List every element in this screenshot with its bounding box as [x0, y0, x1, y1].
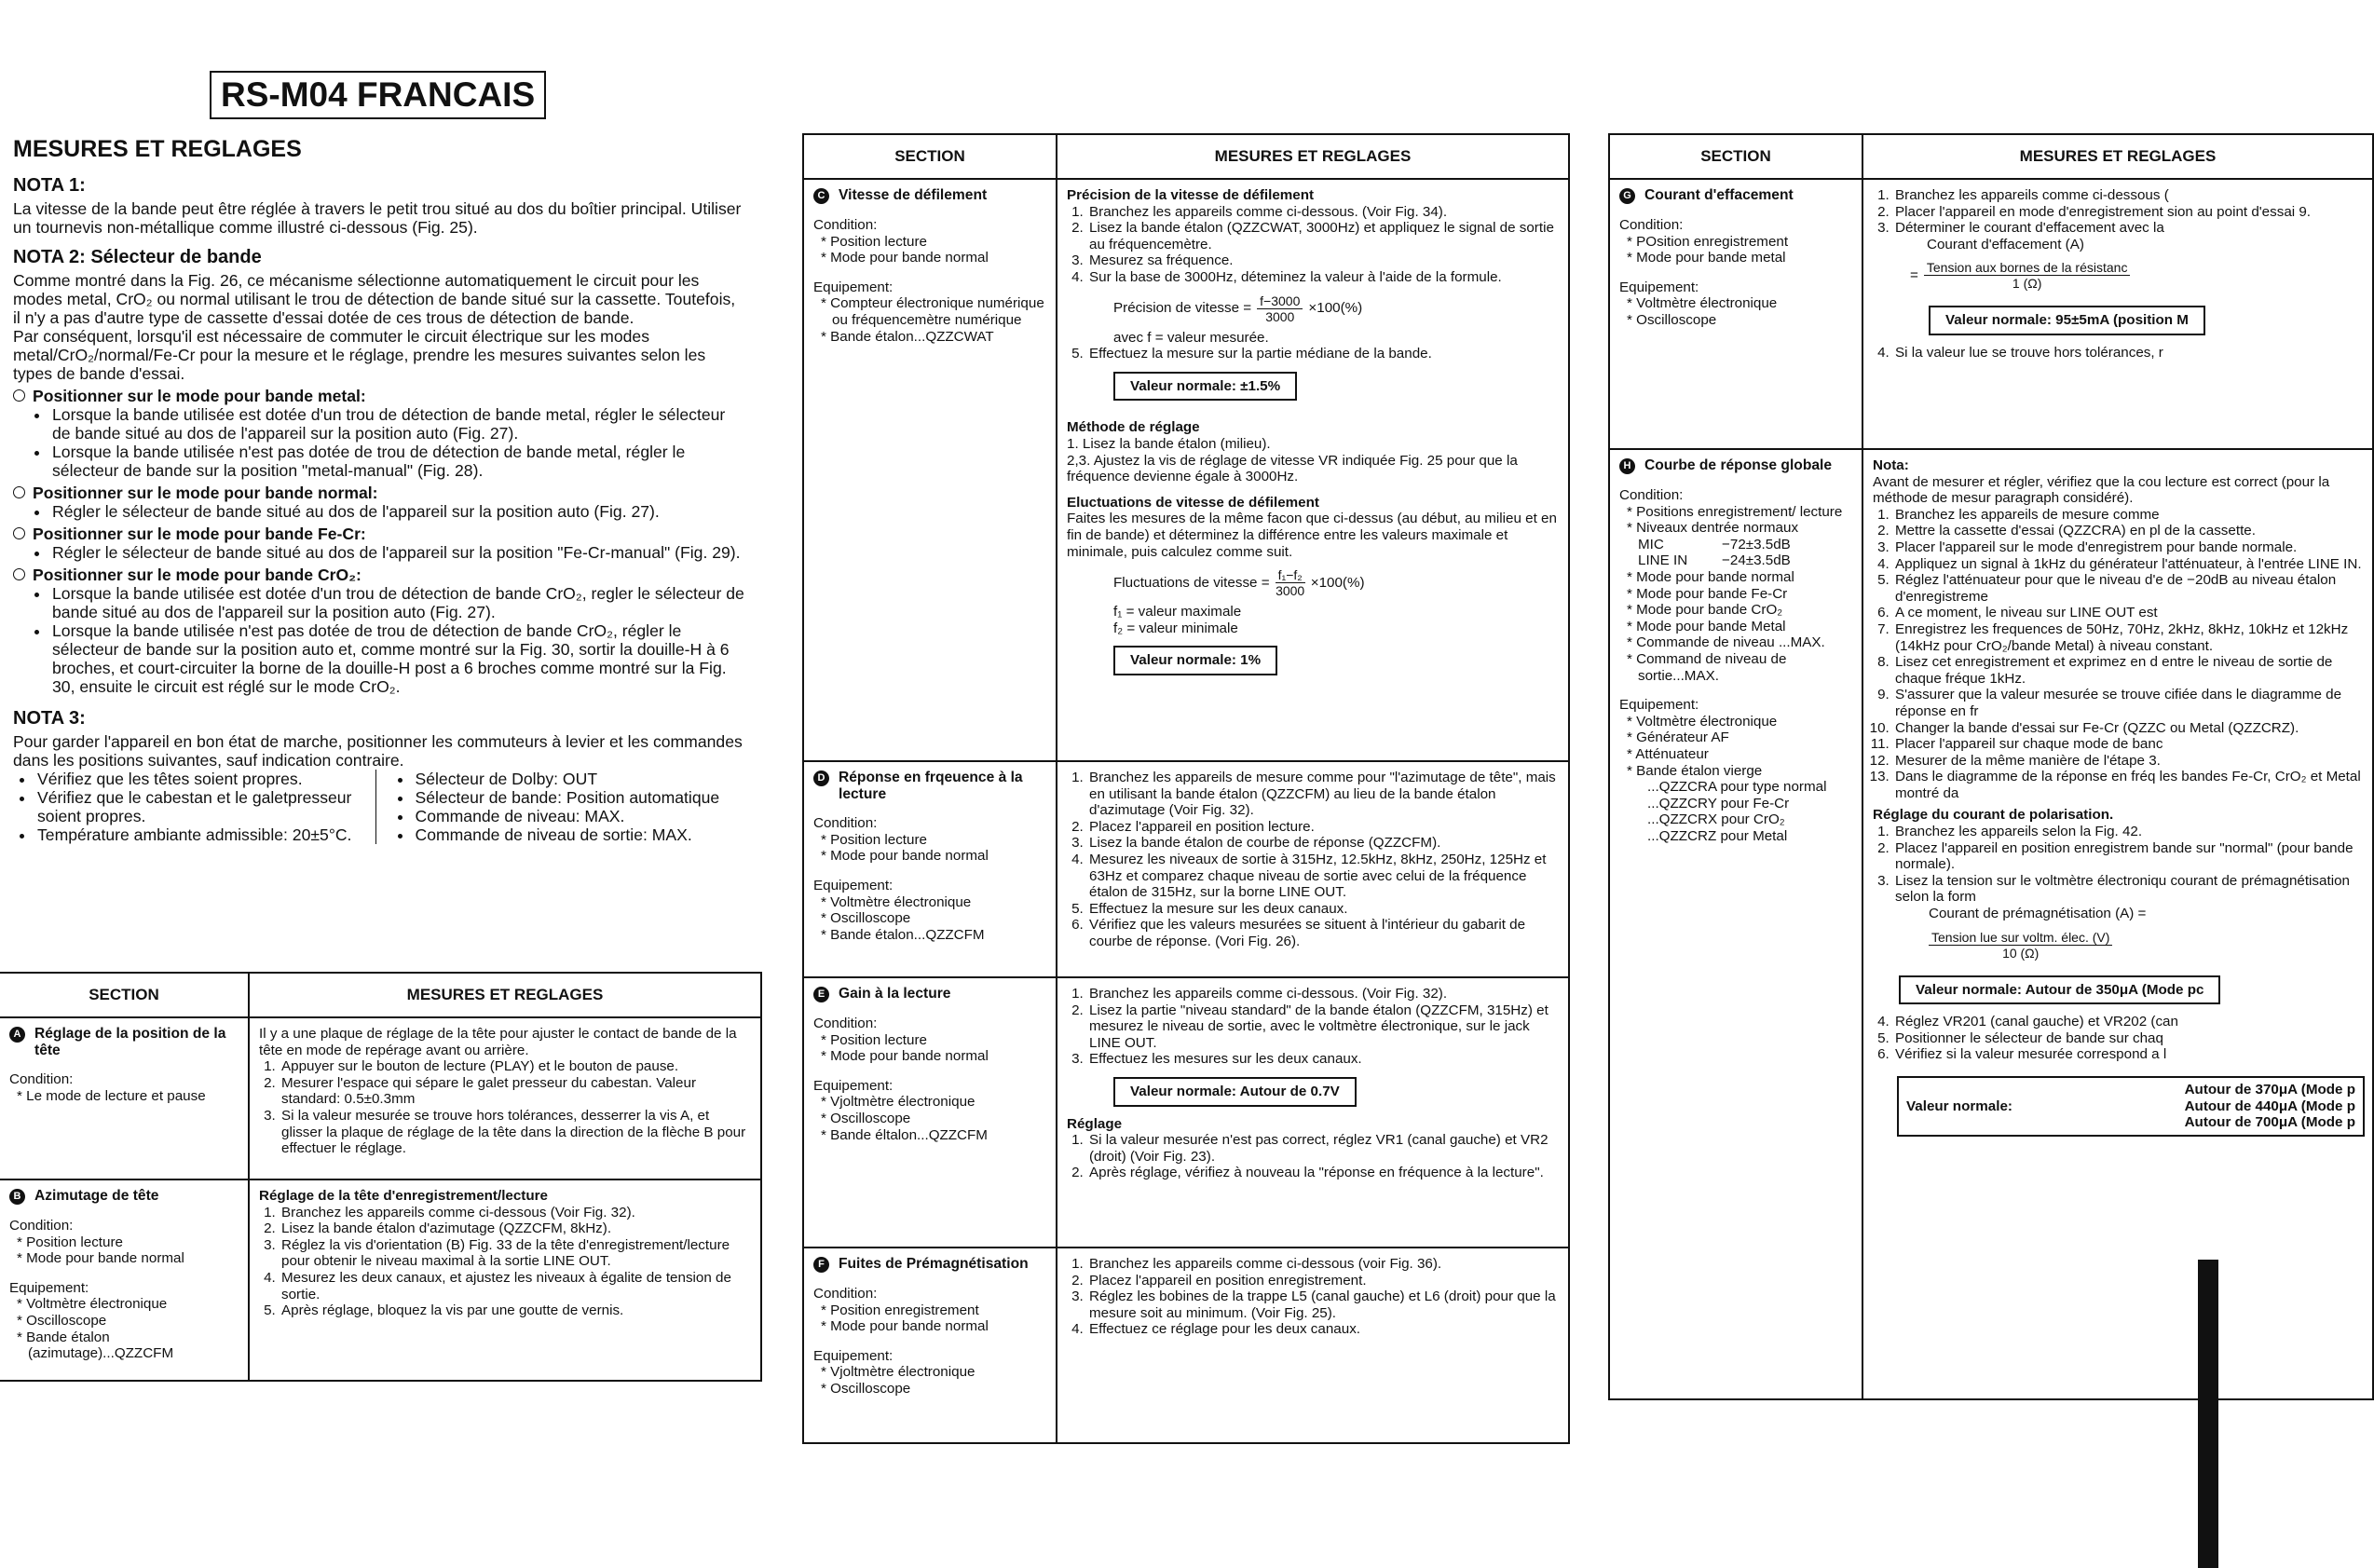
equipment-label: Equipement: — [1619, 697, 1699, 714]
list-item: * Mode pour bande normal — [15, 1250, 240, 1267]
list-item: * Niveaux dentrée normaux — [1625, 520, 1854, 537]
list-item: Autour de 370μA (Mode p — [2184, 1082, 2355, 1098]
equipment-label: Equipement: — [1619, 279, 1699, 295]
nota2-paragraph: Comme montré dans la Fig. 26, ce mécanisme sélectionne automatiquement le circuit pour les modes metal, CrO₂ ou normal utilisant le trou de détection de bande situé sur la cassette. Toutefois, il n'y a pas d'autre type de cassette d'essai dotée de ces trous de détection de bande. — [13, 271, 736, 327]
list-item: 5. Effectuez la mesure sur la partie médiane de la bande. — [1087, 346, 1561, 362]
list-item: 1. Branchez les appareils de mesure comme — [1893, 507, 2365, 524]
section-title: F Fuites de Prémagnétisation — [813, 1256, 1048, 1273]
list-item: 3. Déterminer le courant d'effacement avec la — [1893, 220, 2365, 237]
condition-label: Condition: — [813, 217, 878, 233]
list-item: * Mode pour bande normal — [819, 250, 1048, 266]
list-item: • Commande de niveau: MAX. — [414, 807, 746, 825]
list-item: • Régler le sélecteur de bande situé au dos de l'appareil sur la position auto (Fig. 27). — [50, 502, 745, 521]
section-title: C Vitesse de défilement — [813, 187, 1048, 204]
list-item: 4. Mesurez les niveaux de sortie à 315Hz, 12.5kHz, 8kHz, 250Hz, 125Hz et 63Hz et comparez chaque niveau de sortie avec celui de la fréquence étalon de 315Hz, sur la borne LINE OUT. — [1087, 852, 1561, 901]
list-item: 1. Branchez les appareils comme ci-dessous (Voir Fig. 32). — [280, 1205, 753, 1221]
list-item: 2. Lisez la bande étalon (QZZCWAT, 3000Hz) et appliquez le signal de sortie au fréquencemètre. — [1087, 220, 1561, 252]
list-item: * Voltmètre électronique — [1625, 295, 1854, 312]
normal-value-box: Valeur normale: 95±5mA (position M — [1929, 306, 2205, 335]
list-item: * Position lecture — [819, 234, 1048, 251]
list-item: * Bande étalon...QZZCWAT — [819, 329, 1048, 346]
equipment-label: Equipement: — [813, 279, 894, 295]
step-list — [1067, 1256, 1561, 1338]
letter-b-icon: B — [9, 1189, 25, 1205]
list-item: Autour de 700μA (Mode p — [2184, 1114, 2355, 1131]
procedure-title: Réglage — [1067, 1115, 1123, 1132]
list-item: 4. Appliquez un signal à 1kHz du générateur l'atténuateur, à l'entrée LINE IN. — [1893, 556, 2365, 573]
table-row — [1609, 449, 2373, 1399]
page-edge-bar — [2198, 1260, 2218, 1568]
table-row — [0, 1179, 761, 1381]
normal-value-box: Valeur normale: 1% — [1113, 646, 1277, 675]
list-item: • Vérifiez que le cabestan et le galetpresseur soient propres. — [35, 788, 368, 825]
list-item: * Command de niveau de sortie...MAX. — [1625, 651, 1854, 684]
table-row — [803, 179, 1569, 761]
step-list — [1067, 986, 1561, 1068]
list-item: * Positions enregistrement/ lecture — [1625, 504, 1854, 521]
list-item: 5. Après réglage, bloquez la vis par une goutte de vernis. — [280, 1302, 753, 1319]
procedure-intro: Il y a une plaque de réglage de la tête pour ajuster le contact de bande de la tête en mode de repérage avant ou arrière. — [259, 1026, 737, 1058]
position-list — [13, 543, 745, 562]
procedure-cell — [1057, 179, 1569, 761]
section-cell — [1609, 449, 1862, 1399]
table-header: SECTION — [1609, 134, 1862, 179]
circle-bullet-icon — [13, 568, 25, 580]
measurement-table — [0, 972, 762, 1382]
equipment-list — [813, 894, 1048, 944]
list-item: 7. Enregistrez les frequences de 50Hz, 70Hz, 2kHz, 8kHz, 10kHz et 12kHz (14kHz pour CrO₂/bande Metal) à niveau constant. — [1893, 621, 2365, 654]
condition-label: Condition: — [1619, 487, 1684, 503]
right-table-viewport — [1608, 133, 2362, 1391]
section-title: H Courbe de réponse globale — [1619, 457, 1854, 474]
list-item: 3. Placer l'appareil sur le mode d'enregistrem pour bande normale. — [1893, 539, 2365, 556]
list-item: * Position lecture — [819, 832, 1048, 849]
circle-bullet-icon — [13, 389, 25, 402]
procedure-cell — [1862, 179, 2373, 449]
list-item: ...QZZCRX pour CrO₂ — [1647, 811, 1785, 828]
table-header: SECTION — [803, 134, 1057, 179]
section-title: E Gain à la lecture — [813, 986, 1048, 1002]
step-list — [1067, 346, 1561, 362]
procedure-cell — [1057, 977, 1569, 1248]
list-item: 6. A ce moment, le niveau sur LINE OUT est — [1893, 605, 2365, 621]
list-item: * Mode pour bande CrO₂ — [1625, 602, 1854, 619]
list-item: * Oscilloscope — [819, 910, 1048, 927]
procedure-text: Faites les mesures de la même facon que ci-dessus (au début, au milieu et en fin de bande) et déterminez la différence entre les valeurs maximale et minimale, puis calculez comme suit. — [1067, 511, 1557, 560]
list-item: * Commande de niveau ...MAX. — [1625, 634, 1854, 651]
list-item: * Mode pour bande normal — [819, 1318, 1048, 1335]
condition-list — [813, 832, 1048, 865]
measurement-table — [802, 133, 1570, 1444]
letter-h-icon: H — [1619, 458, 1635, 474]
list-item: 2. Placez l'appareil en position lecture. — [1087, 819, 1561, 836]
normal-value-box: Valeur normale: ±1.5% — [1113, 372, 1297, 402]
list-item: 2. Mesurer l'espace qui sépare le galet presseur du cabestan. Valeur standard: 0.5±0.3mm — [280, 1075, 753, 1108]
list-item: ...QZZCRY pour Fe-Cr — [1647, 795, 1790, 811]
list-item: 3. Lisez la tension sur le voltmètre électroniqu courant de prémagnétisation selon la form — [1893, 873, 2365, 906]
letter-f-icon: F — [813, 1257, 829, 1273]
table-header: MESURES ET REGLAGES — [1862, 134, 2373, 179]
list-item: 2. Placez l'appareil en position enregistrement. — [1087, 1273, 1561, 1289]
list-item: * Voltmètre électronique — [1625, 714, 1854, 730]
equipment-label: Equipement: — [813, 1077, 894, 1094]
list-item: Autour de 440μA (Mode p — [2184, 1098, 2355, 1114]
list-item: * Position lecture — [819, 1032, 1048, 1049]
formula-label: Courant de prémagnétisation (A) = — [1929, 906, 2147, 922]
nota3-title: NOTA 3: — [13, 708, 86, 729]
letter-g-icon: G — [1619, 188, 1635, 204]
list-item: 11. Placer l'appareil sur chaque mode de banc — [1893, 736, 2365, 753]
list-item: • Lorsque la bande utilisée est dotée d'un trou de détection de bande CrO₂, regler le sélecteur de bande situé au dos de l'appareil sur la position auto (Fig. 27). — [50, 584, 745, 621]
list-item: * Compteur électronique numérique ou fréquencemètre numérique — [819, 295, 1048, 328]
list-item: * Oscilloscope — [819, 1381, 1048, 1398]
nota3-columns — [13, 770, 745, 844]
list-item: * Mode pour bande normal — [819, 1048, 1048, 1065]
list-item: • Vérifiez que les têtes soient propres. — [35, 770, 368, 788]
list-item: * Mode pour bande normal — [1625, 569, 1854, 586]
list-item: * Oscilloscope — [819, 1111, 1048, 1127]
list-item: 1. Branchez les appareils comme ci-dessous (voir Fig. 36). — [1087, 1256, 1561, 1273]
list-item: 4. Effectuez ce réglage pour les deux canaux. — [1087, 1321, 1561, 1338]
list-item: 8. Lisez cet enregistrement et exprimez en d entre le niveau de sortie de chaque fréque 1kHz. — [1893, 654, 2365, 687]
list-item: 2. Lisez la bande étalon d'azimutage (QZZCFM, 8kHz). — [280, 1220, 753, 1237]
list-item: 3. Mesurez sa fréquence. — [1087, 252, 1561, 269]
list-item: * Générateur AF — [1625, 729, 1854, 746]
list-item: * Voltmètre électronique — [819, 894, 1048, 911]
equipment-list — [1619, 714, 1854, 779]
formula-label: Courant d'effacement (A) — [1927, 236, 2084, 252]
list-item: 2. Après réglage, vérifiez à nouveau la "réponse en fréquence à la lecture". — [1087, 1165, 1561, 1181]
step-list — [1067, 204, 1561, 286]
list-item: * Le mode de lecture et pause — [15, 1088, 240, 1105]
table-row — [803, 977, 1569, 1248]
table-row — [0, 1017, 761, 1179]
section-title: B Azimutage de tête — [9, 1188, 240, 1205]
list-item: 1. Branchez les appareils de mesure comme pour "l'azimutage de tête", mais en utilisant la bande étalon (QZZCFM) au lieu de la bande étalon d'azimutage (Voir Fig. 32). — [1087, 770, 1561, 819]
letter-d-icon: D — [813, 770, 829, 786]
section-title: A Réglage de la position de la tête — [9, 1026, 240, 1058]
nota3-list — [376, 770, 746, 844]
table-header: SECTION — [0, 973, 249, 1017]
formula-note: f₂ = valeur minimale — [1113, 620, 1238, 636]
list-item: 1. Branchez les appareils comme ci-dessous. (Voir Fig. 32). — [1087, 986, 1561, 1002]
note-text: Avant de mesurer et régler, vérifiez que la cou lecture est correct (pour la méthode de mesur paragraph considéré). — [1873, 473, 2330, 507]
procedure-cell — [249, 1017, 761, 1179]
table-row — [1609, 179, 2373, 449]
list-item: 3. Effectuez les mesures sur les deux canaux. — [1087, 1051, 1561, 1068]
equipment-list — [813, 1364, 1048, 1397]
bias-current-formula: $\frac{\text{Tension lue sur voltm. élec. (V)}}{10 (\Omega)}$ — [1929, 930, 2365, 961]
list-item: * Voltmètre électronique — [15, 1296, 240, 1313]
condition-list — [813, 1032, 1048, 1065]
list-item: * Position lecture — [15, 1234, 240, 1251]
equipment-label: Equipement: — [813, 877, 894, 893]
list-item: 3. Réglez les bobines de la trappe L5 (canal gauche) et L6 (droit) pour que la mesure soit au minimum. (Voir Fig. 25). — [1087, 1288, 1561, 1321]
level-row: MIC −72±3.5dB — [1638, 536, 1791, 552]
step-list — [1873, 345, 2365, 361]
procedure-cell — [249, 1179, 761, 1381]
nota2-title: NOTA 2: Sélecteur de bande — [13, 247, 262, 267]
step-list — [1873, 507, 2365, 802]
list-item: 1. Branchez les appareils comme ci-dessous ( — [1893, 187, 2365, 204]
condition-label: Condition: — [813, 815, 878, 832]
table-header: MESURES ET REGLAGES — [249, 973, 761, 1017]
list-item: 10. Changer la bande d'essai sur Fe-Cr (QZZC ou Metal (QZZCRZ). — [1893, 720, 2365, 737]
section-cell — [803, 761, 1057, 977]
letter-c-icon: C — [813, 188, 829, 204]
nota1-title: NOTA 1: — [13, 175, 86, 196]
procedure-title: Précision de la vitesse de défilement — [1067, 187, 1315, 203]
formula-note: avec f = valeur mesurée. — [1113, 329, 1269, 346]
list-item: * Position enregistrement — [819, 1302, 1048, 1319]
list-item: 2. Mettre la cassette d'essai (QZZCRA) en pl de la cassette. — [1893, 523, 2365, 539]
list-item: • Lorsque la bande utilisée n'est pas dotée de trou de détection de bande metal, régler le sélecteur de bande sur la position "metal-manual" (Fig. 28). — [50, 443, 745, 480]
equipment-list — [1619, 295, 1854, 328]
position-title: Positionner sur le mode pour bande normal: — [13, 484, 745, 502]
speed-precision-formula: Précision de vitesse = $\frac{f-3000}{3000}$ ×100(%) — [1113, 293, 1363, 324]
list-item: * Bande étalon (azimutage)...QZZCFM — [15, 1329, 240, 1362]
list-item: 1. Appuyer sur le bouton de lecture (PLAY) et le bouton de pause. — [280, 1058, 753, 1075]
nota3-text: Pour garder l'appareil en bon état de marche, positionner les commuteurs à levier et les commandes dans les positions suivantes, sauf indication contraire. — [13, 732, 743, 770]
equipment-list — [813, 1094, 1048, 1143]
list-item: ...QZZCRA pour type normal — [1647, 779, 1827, 796]
section-cell — [1609, 179, 1862, 449]
list-item: * Mode pour bande normal — [819, 848, 1048, 865]
list-item: * Bande étalon...QZZCFM — [819, 927, 1048, 944]
list-item: 3. Lisez la bande étalon de courbe de réponse (QZZCFM). — [1087, 835, 1561, 852]
list-item: * Mode pour bande Metal — [1625, 619, 1854, 635]
tape-list — [1619, 779, 1854, 844]
condition-list — [813, 1302, 1048, 1335]
list-item: * Mode pour bande metal — [1625, 250, 1854, 266]
condition-list — [9, 1234, 240, 1267]
list-item: • Commande de niveau de sortie: MAX. — [414, 825, 746, 844]
list-item: 4. Sur la base de 3000Hz, déteminez la valeur à l'aide de la formule. — [1087, 269, 1561, 286]
step-list — [259, 1205, 753, 1319]
list-item: • Sélecteur de bande: Position automatique — [414, 788, 746, 807]
table-row — [803, 761, 1569, 977]
procedure-title: Réglage du courant de polarisation. — [1873, 807, 2114, 824]
list-item: 5. Réglez l'atténuateur pour que le niveau d'e de −20dB au niveau étalon d'enregistreme — [1893, 572, 2365, 605]
position-title: Positionner sur le mode pour bande metal: — [13, 387, 745, 405]
equipment-list — [813, 295, 1048, 345]
list-item: • Lorsque la bande utilisée n'est pas dotée de trou de détection de bande CrO₂, régler le sélecteur de bande sur la position auto et, comme montré sur la Fig. 30, sortir la douille-H à 6 broches, et court-circuiter la borne de la douille-H post a 6 broches comme montré sur la Fig. 30, ensuite le circuit est réglé sur le mode CrO₂. — [50, 621, 745, 696]
normal-value-box: Valeur normale: Autour de 0.7V — [1113, 1077, 1357, 1107]
procedure-step: 2,3. Ajustez la vis de réglage de vitesse VR indiquée Fig. 25 pour que la fréquence devienne égale à 3000Hz. — [1067, 452, 1518, 485]
equipment-list — [9, 1296, 240, 1361]
level-row: LINE IN −24±3.5dB — [1638, 552, 1791, 569]
list-item: • Régler le sélecteur de bande situé au dos de l'appareil sur la position "Fe-Cr-manual" (Fig. 29). — [50, 543, 745, 562]
condition-label: Condition: — [9, 1218, 74, 1234]
list-item: • Température ambiante admissible: 20±5°C. — [35, 825, 368, 844]
condition-list — [1619, 234, 1854, 266]
table-header: MESURES ET REGLAGES — [1057, 134, 1569, 179]
list-item: * Bande étalon vierge — [1625, 763, 1854, 780]
list-item: 2. Placer l'appareil en mode d'enregistrement sion au point d'essai 9. — [1893, 204, 2365, 221]
step-list — [1873, 824, 2365, 906]
table-row — [803, 1248, 1569, 1443]
list-item: * Oscilloscope — [15, 1313, 240, 1329]
list-item: * POsition enregistrement — [1625, 234, 1854, 251]
letter-e-icon: E — [813, 987, 829, 1002]
step-list — [1873, 1014, 2365, 1063]
formula-note: f₁ = valeur maximale — [1113, 604, 1242, 620]
list-item: 3. Réglez la vis d'orientation (B) Fig. 33 de la tête d'enregistrement/lecture pour obtenir le niveau maximal à la sortie LINE OUT. — [280, 1237, 753, 1270]
section-cell — [0, 1179, 249, 1381]
procedure-title: Eluctuations de vitesse de défilement — [1067, 494, 1319, 511]
list-item: 4. Mesurez les deux canaux, et ajustez les niveaux à égalite de tension de sortie. — [280, 1270, 753, 1302]
list-item: * Oscilloscope — [1625, 312, 1854, 329]
procedure-cell — [1057, 761, 1569, 977]
condition-label: Condition: — [813, 1286, 878, 1302]
section-cell — [0, 1017, 249, 1179]
condition-label: Condition: — [813, 1016, 878, 1031]
circle-bullet-icon — [13, 486, 25, 498]
list-item: 5. Effectuez la mesure sur les deux canaux. — [1087, 901, 1561, 918]
procedure-title: Réglage de la tête d'enregistrement/lecture — [259, 1188, 548, 1204]
list-item: ...QZZCRZ pour Metal — [1647, 827, 1788, 844]
note-title: Nota: — [1873, 457, 1909, 473]
step-list — [1873, 187, 2365, 237]
list-item: 4. Si la valeur lue se trouve hors tolérances, r — [1893, 345, 2365, 361]
procedure-title: Méthode de réglage — [1067, 419, 1200, 436]
condition-list — [1619, 569, 1854, 684]
nota2-paragraph: Par conséquent, lorsqu'il est nécessaire de commuter le circuit électrique sur les modes metal/CrO₂/normal/Fe-Cr pour la mesure et le réglage, prendre les mesures suivantes selon les types de bande d'essai. — [13, 327, 706, 383]
list-item: 4. Réglez VR201 (canal gauche) et VR202 (can — [1893, 1014, 2365, 1030]
section-cell — [803, 977, 1057, 1248]
page-title: RS-M04 FRANCAIS — [210, 71, 546, 119]
step-list — [1067, 1132, 1561, 1181]
list-item: • Sélecteur de Dolby: OUT — [414, 770, 746, 788]
condition-list — [1619, 504, 1854, 537]
condition-label: Condition: — [1619, 217, 1684, 233]
normal-values-box: Valeur normale: Autour de 370μA (Mode p Autour de 440μA (Mode p Autour de 700μA (Mode p — [1897, 1076, 2365, 1137]
section-cell — [803, 1248, 1057, 1443]
equipment-label: Equipement: — [9, 1279, 89, 1296]
erase-current-formula: = $\frac{\text{Tension aux bornes de la résistanc}}{1 (\Omega)}$ — [1910, 260, 2365, 291]
list-item: 6. Vérifiez si la valeur mesurée correspond a l — [1893, 1046, 2365, 1063]
list-item: * Bande éltalon...QZZCFM — [819, 1127, 1048, 1144]
intro-section — [13, 135, 745, 844]
position-list — [13, 502, 745, 521]
procedure-cell — [1057, 1248, 1569, 1443]
list-item: 1. Branchez les appareils selon la Fig. 42. — [1893, 824, 2365, 840]
nota1-text: La vitesse de la bande peut être réglée à travers le petit trou situé au dos du boîtier principal. Utiliser un tournevis non-métallique comme illustré ci-dessous (Fig. 25). — [13, 199, 742, 237]
list-item: * Atténuateur — [1625, 746, 1854, 763]
procedure-step: 1. Lisez la bande étalon (milieu). — [1067, 435, 1271, 452]
list-item: 13. Dans le diagramme de la réponse en fréq les bandes Fe-Cr, CrO₂ et Metal montré da — [1893, 769, 2365, 801]
step-list — [259, 1058, 753, 1157]
position-list — [13, 584, 745, 696]
normal-value-box: Valeur normale: Autour de 350μA (Mode pc — [1899, 975, 2220, 1005]
list-item: * Vjoltmètre électronique — [819, 1094, 1048, 1111]
condition-list — [813, 234, 1048, 266]
nota3-list — [13, 770, 376, 844]
step-list — [1067, 770, 1561, 950]
list-item: 1. Si la valeur mesurée n'est pas correct, réglez VR1 (canal gauche) et VR2 (droit) (Voir Fig. 23). — [1087, 1132, 1561, 1165]
section-title: D Réponse en frqeuence à la lecture — [813, 770, 1048, 802]
position-list — [13, 405, 745, 480]
list-item: * Vjoltmètre électronique — [819, 1364, 1048, 1381]
section-heading: MESURES ET REGLAGES — [13, 136, 302, 162]
speed-fluctuation-formula: Fluctuations de vitesse = $\frac{\text{f₁−f₂}}{3000}$ ×100(%) — [1113, 567, 1365, 599]
procedure-cell — [1862, 449, 2373, 1399]
section-title: G Courant d'effacement — [1619, 187, 1854, 204]
list-item: 6. Vérifiez que les valeurs mesurées se situent à l'intérieur du gabarit de courbe de réponse. (Vori Fig. 26). — [1087, 917, 1561, 949]
condition-list — [9, 1088, 240, 1105]
list-item: • Lorsque la bande utilisée est dotée d'un trou de détection de bande metal, régler le sélecteur de bande situé au dos de l'appareil sur la position auto (Fig. 27). — [50, 405, 745, 443]
section-cell — [803, 179, 1057, 761]
measurement-table — [1608, 133, 2374, 1400]
circle-bullet-icon — [13, 527, 25, 539]
list-item: 12. Mesurer de la même manière de l'étape 3. — [1893, 753, 2365, 770]
list-item: 3. Si la valeur mesurée se trouve hors tolérances, desserrer la vis A, et glisser la plaque de réglage de la tête dans la direction de la flèche B pour effectuer le réglage. — [280, 1108, 753, 1157]
list-item: 2. Lisez la partie "niveau standard" de la bande étalon (QZZCFM, 315Hz) et mesurez le niveau de sortie, avec le voltmètre électronique, sur le jack LINE OUT. — [1087, 1002, 1561, 1052]
position-title: Positionner sur le mode pour bande Fe-Cr: — [13, 525, 745, 543]
list-item: 2. Placez l'appareil en position enregistrem bande sur "normal" (pour bande normale). — [1893, 840, 2365, 873]
equipment-label: Equipement: — [813, 1347, 894, 1364]
list-item: * Mode pour bande Fe-Cr — [1625, 586, 1854, 603]
position-title: Positionner sur le mode pour bande CrO₂: — [13, 566, 745, 584]
condition-label: Condition: — [9, 1071, 74, 1088]
list-item: 1. Branchez les appareils comme ci-dessous. (Voir Fig. 34). — [1087, 204, 1561, 221]
letter-a-icon: A — [9, 1027, 25, 1043]
list-item: 5. Positionner le sélecteur de bande sur chaq — [1893, 1030, 2365, 1047]
list-item: 9. S'assurer que la valeur mesurée se trouve cifiée dans le diagramme de réponse en fr — [1893, 687, 2365, 719]
